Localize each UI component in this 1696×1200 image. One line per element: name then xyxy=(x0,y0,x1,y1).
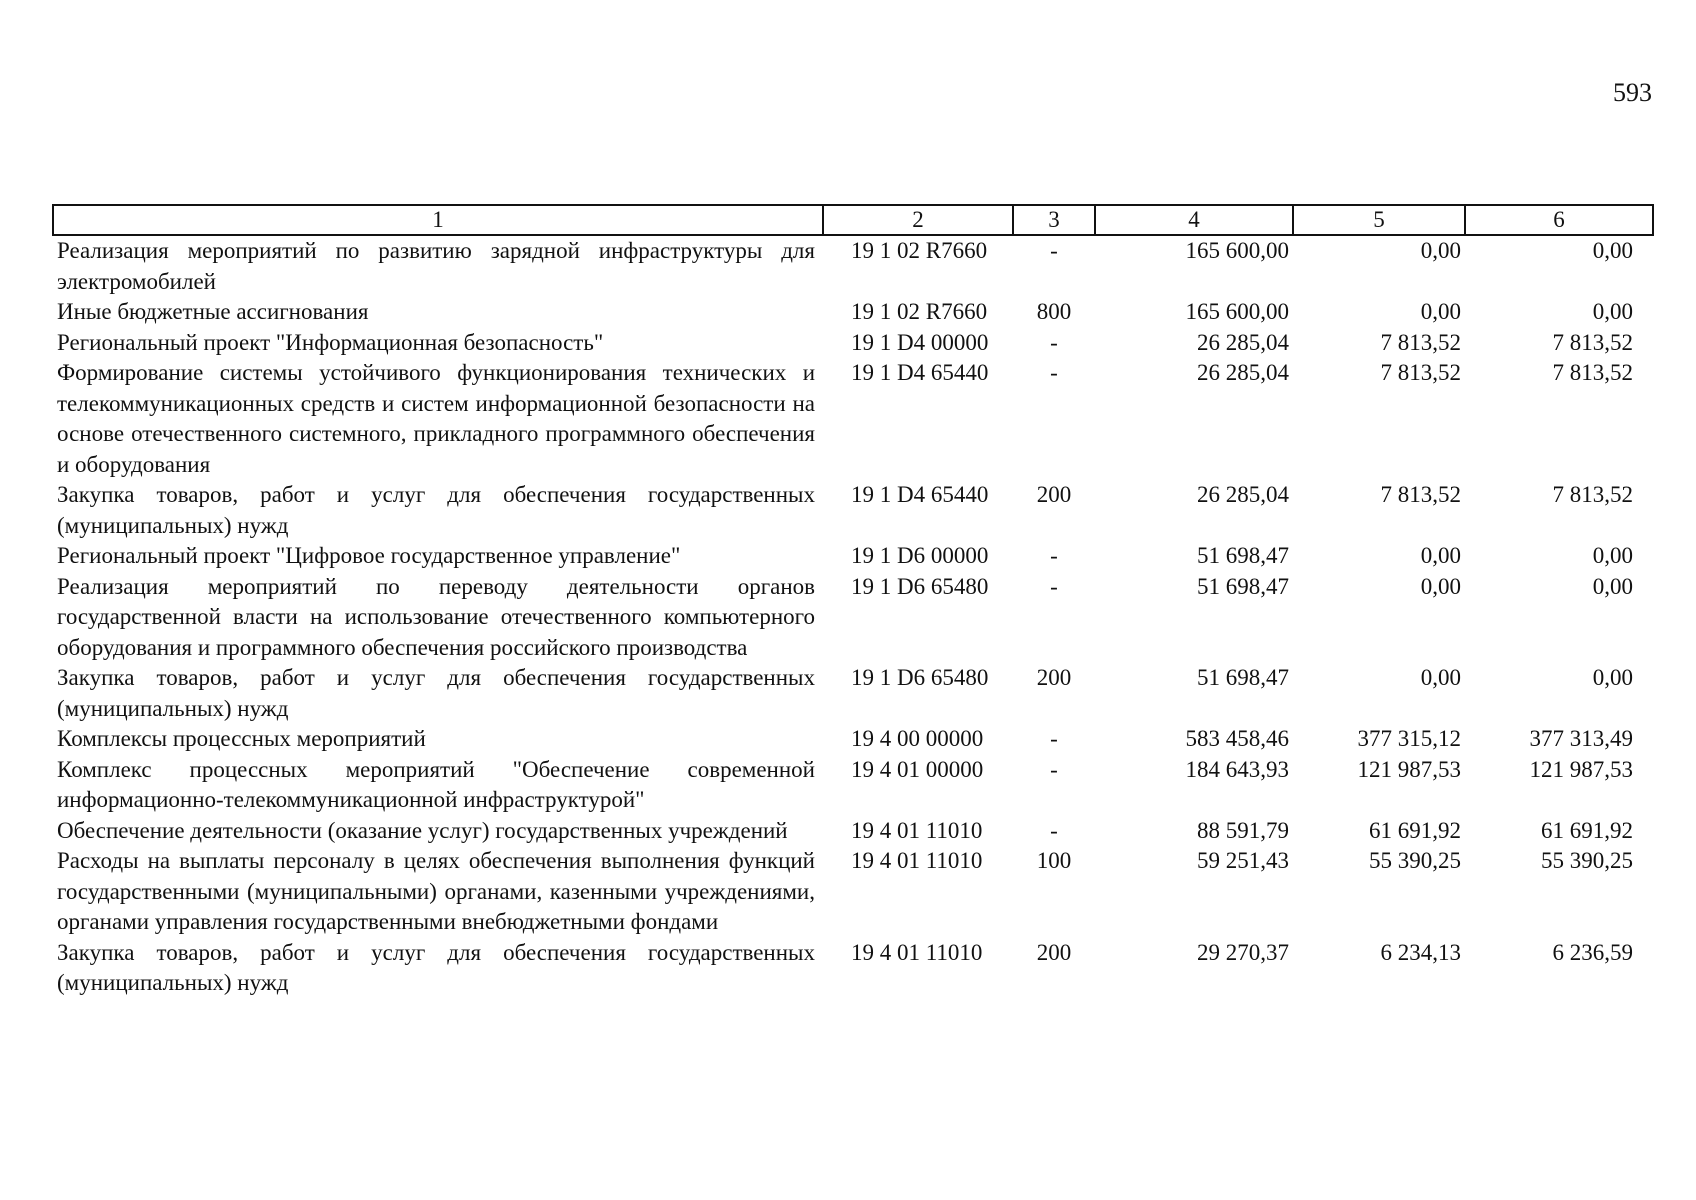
row-amount-col4-cell: 26 285,04 xyxy=(1197,329,1289,355)
row-amount-col5-cell: 0,00 xyxy=(1420,573,1461,599)
table-row xyxy=(53,328,1653,359)
table-row xyxy=(53,663,1653,724)
row-amount-col4-cell: 583 458,46 xyxy=(1185,726,1289,751)
row-name-cell: Закупка товаров, работ и услуг для обеспечения государственных (муниципальных) нужд xyxy=(57,665,815,721)
row-amount-col6-cell: 377 313,49 xyxy=(1529,726,1633,751)
table-row xyxy=(53,572,1653,664)
row-amount-col4-cell: 165 600,00 xyxy=(1185,299,1289,324)
row-expense-type-cell: - xyxy=(1050,756,1058,782)
column-header: 1 xyxy=(53,205,823,235)
row-expense-type-cell: 200 xyxy=(1036,482,1072,507)
table-row xyxy=(53,938,1653,999)
budget-table xyxy=(52,204,1654,999)
row-amount-col4-cell: 51 698,47 xyxy=(1197,665,1289,690)
row-amount-col5-cell: 121 987,53 xyxy=(1357,756,1461,782)
column-header: 4 xyxy=(1095,205,1293,235)
row-amount-col6-cell: 55 390,25 xyxy=(1541,848,1633,873)
row-expense-type-cell: - xyxy=(1050,360,1058,385)
row-expense-type-cell: 100 xyxy=(1036,848,1072,873)
column-header: 2 xyxy=(823,205,1013,235)
row-expense-type-cell: 800 xyxy=(1036,299,1072,324)
table-row xyxy=(53,235,1653,297)
row-name-cell: Закупка товаров, работ и услуг для обеспечения государственных (муниципальных) нужд xyxy=(57,939,815,995)
row-code-cell: 19 4 01 11010 xyxy=(851,817,983,843)
row-name-cell: Реализация мероприятий по переводу деятельности органов государственной власти на использование отечественного компьютерного оборудования и программного обеспечения российского производства xyxy=(57,573,815,660)
row-code-cell: 19 1 D6 65480 xyxy=(851,573,989,599)
row-code-cell: 19 4 01 11010 xyxy=(851,848,983,873)
table-row xyxy=(53,724,1653,755)
row-amount-col6-cell: 0,00 xyxy=(1592,573,1633,599)
row-code-cell: 19 1 02 R7660 xyxy=(851,299,988,324)
row-amount-col6-cell: 0,00 xyxy=(1592,543,1633,568)
row-amount-col4-cell: 29 270,37 xyxy=(1197,939,1289,965)
row-name-cell: Иные бюджетные ассигнования xyxy=(57,299,369,324)
row-amount-col5-cell: 0,00 xyxy=(1420,543,1461,568)
row-code-cell: 19 4 00 00000 xyxy=(851,726,984,751)
row-name-cell: Закупка товаров, работ и услуг для обеспечения государственных (муниципальных) нужд xyxy=(57,482,815,538)
row-expense-type-cell: - xyxy=(1050,817,1058,843)
table-row xyxy=(53,846,1653,938)
row-amount-col4-cell: 26 285,04 xyxy=(1197,360,1289,385)
row-amount-col5-cell: 7 813,52 xyxy=(1380,329,1461,355)
table-row xyxy=(53,297,1653,328)
row-amount-col5-cell: 0,00 xyxy=(1420,238,1461,263)
row-amount-col5-cell: 61 691,92 xyxy=(1369,817,1461,843)
row-amount-col5-cell: 7 813,52 xyxy=(1380,482,1461,507)
row-amount-col5-cell: 377 315,12 xyxy=(1357,726,1461,751)
row-name-cell: Региональный проект "Информационная безопасность" xyxy=(57,329,604,355)
column-header: 3 xyxy=(1013,205,1095,235)
row-amount-col5-cell: 7 813,52 xyxy=(1380,360,1461,385)
row-amount-col4-cell: 59 251,43 xyxy=(1197,848,1289,873)
row-name-cell: Обеспечение деятельности (оказание услуг) государственных учреждений xyxy=(57,817,788,843)
row-name-cell: Региональный проект "Цифровое государственное управление" xyxy=(57,543,681,568)
row-amount-col6-cell: 7 813,52 xyxy=(1552,360,1633,385)
row-amount-col4-cell: 184 643,93 xyxy=(1185,756,1289,782)
row-amount-col6-cell: 7 813,52 xyxy=(1552,482,1633,507)
row-expense-type-cell: - xyxy=(1050,543,1058,568)
row-code-cell: 19 1 D4 00000 xyxy=(851,329,989,355)
page-number: 593 xyxy=(1613,78,1652,107)
row-amount-col4-cell: 51 698,47 xyxy=(1197,573,1289,599)
row-expense-type-cell: - xyxy=(1050,238,1058,263)
row-amount-col4-cell: 26 285,04 xyxy=(1197,482,1289,507)
row-expense-type-cell: - xyxy=(1050,726,1058,751)
row-name-cell: Реализация мероприятий по развитию зарядной инфраструктуры для электромобилей xyxy=(57,238,815,294)
row-amount-col6-cell: 0,00 xyxy=(1592,299,1633,324)
row-expense-type-cell: - xyxy=(1050,573,1058,599)
row-amount-col6-cell: 6 236,59 xyxy=(1552,939,1633,965)
row-amount-col5-cell: 0,00 xyxy=(1420,299,1461,324)
table-row xyxy=(53,816,1653,847)
column-header: 6 xyxy=(1465,205,1653,235)
column-header: 5 xyxy=(1293,205,1465,235)
row-amount-col6-cell: 0,00 xyxy=(1592,665,1633,690)
row-amount-col6-cell: 0,00 xyxy=(1592,238,1633,263)
table-row xyxy=(53,755,1653,816)
row-amount-col6-cell: 121 987,53 xyxy=(1529,756,1633,782)
row-amount-col4-cell: 51 698,47 xyxy=(1197,543,1289,568)
row-name-cell: Расходы на выплаты персоналу в целях обеспечения выполнения функций государственными (муниципальными) органами, казенными учреждениями, органами управления государственными внебюджетными фондами xyxy=(57,848,815,934)
row-code-cell: 19 4 01 00000 xyxy=(851,756,984,782)
row-name-cell: Комплекс процессных мероприятий "Обеспечение современной информационно-телекоммуникационной инфраструктурой" xyxy=(57,756,815,812)
row-code-cell: 19 4 01 11010 xyxy=(851,939,983,965)
row-amount-col4-cell: 88 591,79 xyxy=(1197,817,1289,843)
row-amount-col5-cell: 55 390,25 xyxy=(1369,848,1461,873)
row-code-cell: 19 1 D4 65440 xyxy=(851,360,989,385)
row-expense-type-cell: - xyxy=(1050,329,1058,355)
row-code-cell: 19 1 D4 65440 xyxy=(851,482,989,507)
row-amount-col6-cell: 7 813,52 xyxy=(1552,329,1633,355)
row-amount-col5-cell: 6 234,13 xyxy=(1380,939,1461,965)
row-code-cell: 19 1 D6 00000 xyxy=(851,543,989,568)
row-amount-col4-cell: 165 600,00 xyxy=(1185,238,1289,263)
row-code-cell: 19 1 02 R7660 xyxy=(851,238,988,263)
row-amount-col6-cell: 61 691,92 xyxy=(1541,817,1633,843)
row-name-cell: Формирование системы устойчивого функционирования технических и телекоммуникационных средств и систем информационной безопасности на основе отечественного системного, прикладного программного обеспечения и оборудования xyxy=(57,360,815,477)
header-row xyxy=(53,205,1653,235)
row-expense-type-cell: 200 xyxy=(1036,665,1072,690)
row-name-cell: Комплексы процессных мероприятий xyxy=(57,726,426,751)
row-code-cell: 19 1 D6 65480 xyxy=(851,665,989,690)
row-amount-col5-cell: 0,00 xyxy=(1420,665,1461,690)
table-row xyxy=(53,541,1653,572)
row-expense-type-cell: 200 xyxy=(1036,939,1072,965)
table-body xyxy=(53,235,1653,999)
table-row xyxy=(53,358,1653,480)
table-row xyxy=(53,480,1653,541)
